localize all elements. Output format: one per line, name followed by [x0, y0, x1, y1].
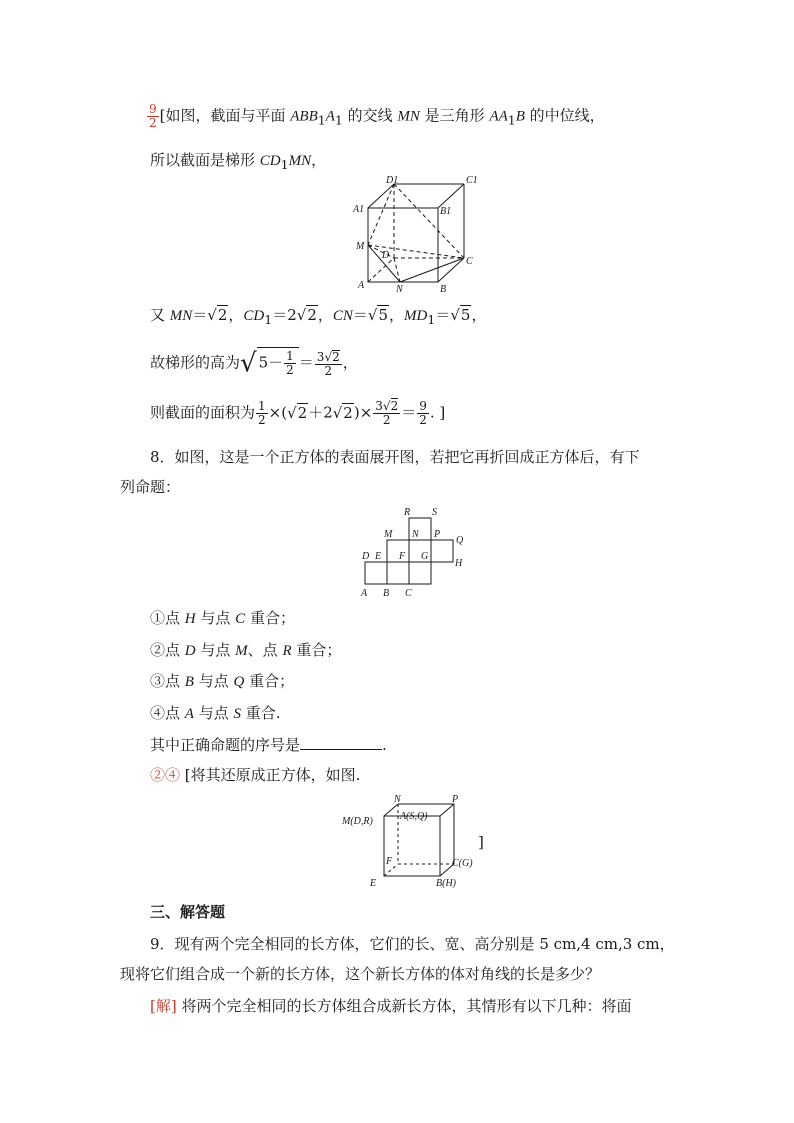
- cube-net-figure: [355, 504, 475, 600]
- q9-solution: [解] 将两个完全相同的长方体组合成新长方体，其情形有以下几种：将面: [150, 997, 632, 1015]
- net-label-f: F: [399, 551, 406, 562]
- q8-line1: 8．如图，这是一个正方体的表面展开图，若把它再折回成正方体后，有下: [150, 448, 640, 466]
- answer7-line4: 故梯形的高为√ 5－ $\frac{1}{2}$ ＝ $\frac{3√2}{2}$ ，: [150, 348, 358, 379]
- q8-item-2: ②点 D 与点 M、点 R 重合；: [150, 641, 342, 659]
- net-label-n: N: [412, 529, 419, 540]
- q8-item-3: ③点 B 与点 Q 重合；: [150, 672, 295, 690]
- answer7-line3: 又 MN＝√2，$CD_1=2√2$，CN＝√5，$MD_1=√5$，: [150, 306, 487, 327]
- label-b: B: [440, 284, 447, 294]
- reconstructed-cube-figure: [340, 794, 500, 890]
- net-label-q: Q: [456, 535, 464, 546]
- answer7-line5: 则截面的面积为 $\frac{1}{2}$ ×(√2＋2√2)× $\frac{3√2}{2}$ ＝ $\frac{9}{2}$ . ]: [150, 399, 446, 427]
- section-heading: 三、解答题: [150, 903, 226, 921]
- cube-label-b: B(H): [436, 878, 456, 889]
- net-label-b: B: [383, 588, 390, 599]
- cube-section-figure: [350, 174, 480, 294]
- answer7-line2: 所以截面是梯形 $CD_1MN$，: [150, 151, 327, 172]
- cube-label-p: P: [452, 794, 459, 805]
- q9-line1: 9．现有两个完全相同的长方体，它们的长、宽、高分别是 5 cm,4 cm,3 cm，: [150, 935, 675, 953]
- q8-item-1: ①点 H 与点 C 重合；: [150, 609, 295, 627]
- q8-answer-value: ②④: [150, 766, 181, 784]
- answer-blank: [300, 735, 382, 750]
- q8-prompt: 其中正确命题的序号是 .: [150, 736, 387, 754]
- cube-label-c: C(G): [452, 858, 473, 869]
- net-label-d: D: [362, 551, 370, 562]
- label-d: D: [382, 250, 390, 261]
- q8-item-4: ④点 A 与点 S 重合.: [150, 704, 281, 722]
- net-label-r: R: [404, 507, 411, 518]
- net-label-e: E: [375, 551, 382, 562]
- label-c1: C1: [466, 175, 478, 186]
- net-label-g: G: [421, 551, 429, 562]
- cube-label-f: F: [386, 856, 393, 867]
- cube-label-e: E: [370, 878, 377, 889]
- cube-label-a: A(S,Q): [400, 811, 428, 822]
- label-m: M: [356, 241, 365, 252]
- label-c: C: [466, 256, 473, 267]
- cube-label-n: N: [394, 794, 401, 805]
- net-label-m: M: [384, 529, 393, 540]
- net-label-p: P: [434, 529, 441, 540]
- label-a: A: [358, 280, 365, 291]
- net-label-s: S: [432, 507, 437, 518]
- cube-label-m: M(D,R): [342, 816, 373, 827]
- label-d1: D1: [386, 175, 399, 186]
- net-label-c: C: [405, 588, 412, 599]
- q8-answer: ②④ [将其还原成正方体，如图.: [150, 766, 361, 784]
- answer7-fraction: $\frac{9}{2}$: [149, 102, 157, 130]
- net-label-h: H: [455, 558, 463, 569]
- label-n: N: [396, 284, 403, 294]
- net-label-a: A: [361, 588, 368, 599]
- answer7-line1: $\frac{9}{2}$ [如图，截面与平面 $ABB_1A_1$ 的交线 MN 是三角形 $AA_1B$ 的中位线，: [149, 102, 605, 130]
- q8-line2: 列命题：: [120, 478, 181, 496]
- solution-tag: [解]: [150, 997, 177, 1015]
- label-b1: B1: [440, 206, 452, 217]
- q9-line2: 现将它们组合成一个新的长方体，这个新长方体的体对角线的长是多少？: [120, 965, 601, 983]
- label-a1: A1: [353, 204, 365, 215]
- q8-close-bracket: ]: [478, 833, 484, 851]
